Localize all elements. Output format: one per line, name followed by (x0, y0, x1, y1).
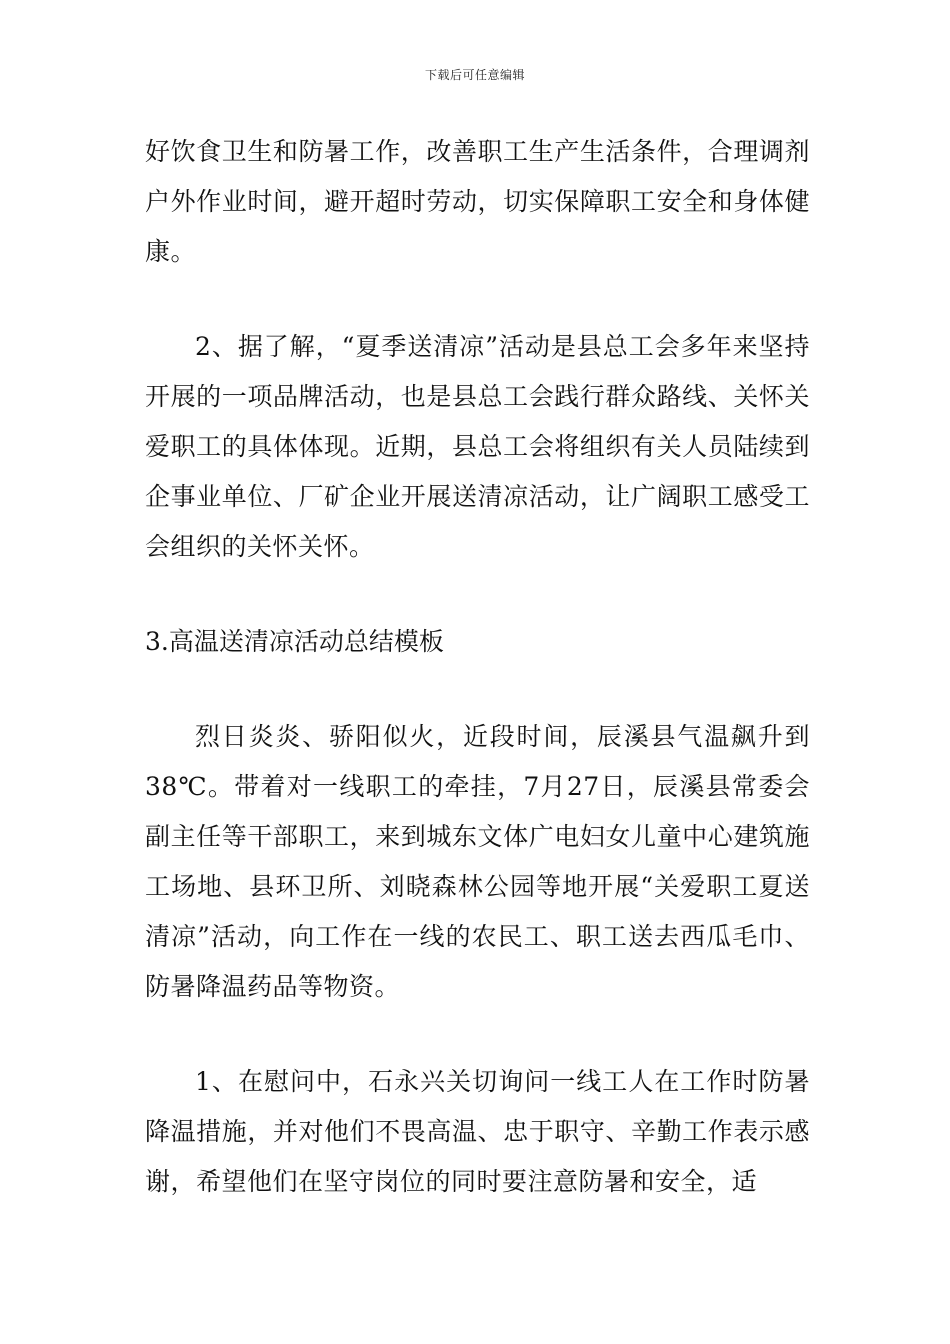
paragraph-continuation: 好饮食卫生和防暑工作，改善职工生产生活条件，合理调剂户外作业时间，避开超时劳动，切实保障职工安全和身体健康。 (145, 137, 810, 266)
page-header-note: 下载后可任意编辑 (424, 68, 525, 82)
document-body (145, 127, 810, 1207)
paragraph-intro: 烈日炎炎、骄阳似火，近段时间，辰溪县气温飙升到38℃。带着对一线职工的牵挂，7月27日，辰溪县常委会副主任等干部职工，来到城东文体广电妇女儿童中心建筑施工场地、县环卫所、刘晓森林公园等地开展“关爱职工夏送清凉”活动，向工作在一线的农民工、职工送去西瓜毛巾、防暑降温药品等物资。 (145, 722, 810, 1001)
paragraph-gap (145, 572, 810, 617)
paragraph-gap (145, 277, 810, 322)
section-heading: 3.高温送清凉活动总结模板 (145, 627, 444, 656)
paragraph-gap (145, 1012, 810, 1057)
paragraph-item-2: 2、据了解，“夏季送清凉”活动是县总工会多年来坚持开展的一项品牌活动，也是县总工会践行群众路线、关怀关爱职工的具体体现。近期，县总工会将组织有关人员陆续到企事业单位、厂矿企业开展送清凉活动，让广阔职工感受工会组织的关怀关怀。 (145, 332, 810, 561)
paragraph-item-1: 1、在慰问中，石永兴关切询问一线工人在工作时防暑降温措施，并对他们不畏高温、忠于职守、辛勤工作表示感谢，希望他们在坚守岗位的同时要注意防暑和安全，适 (145, 1067, 810, 1196)
paragraph-gap (145, 667, 810, 712)
